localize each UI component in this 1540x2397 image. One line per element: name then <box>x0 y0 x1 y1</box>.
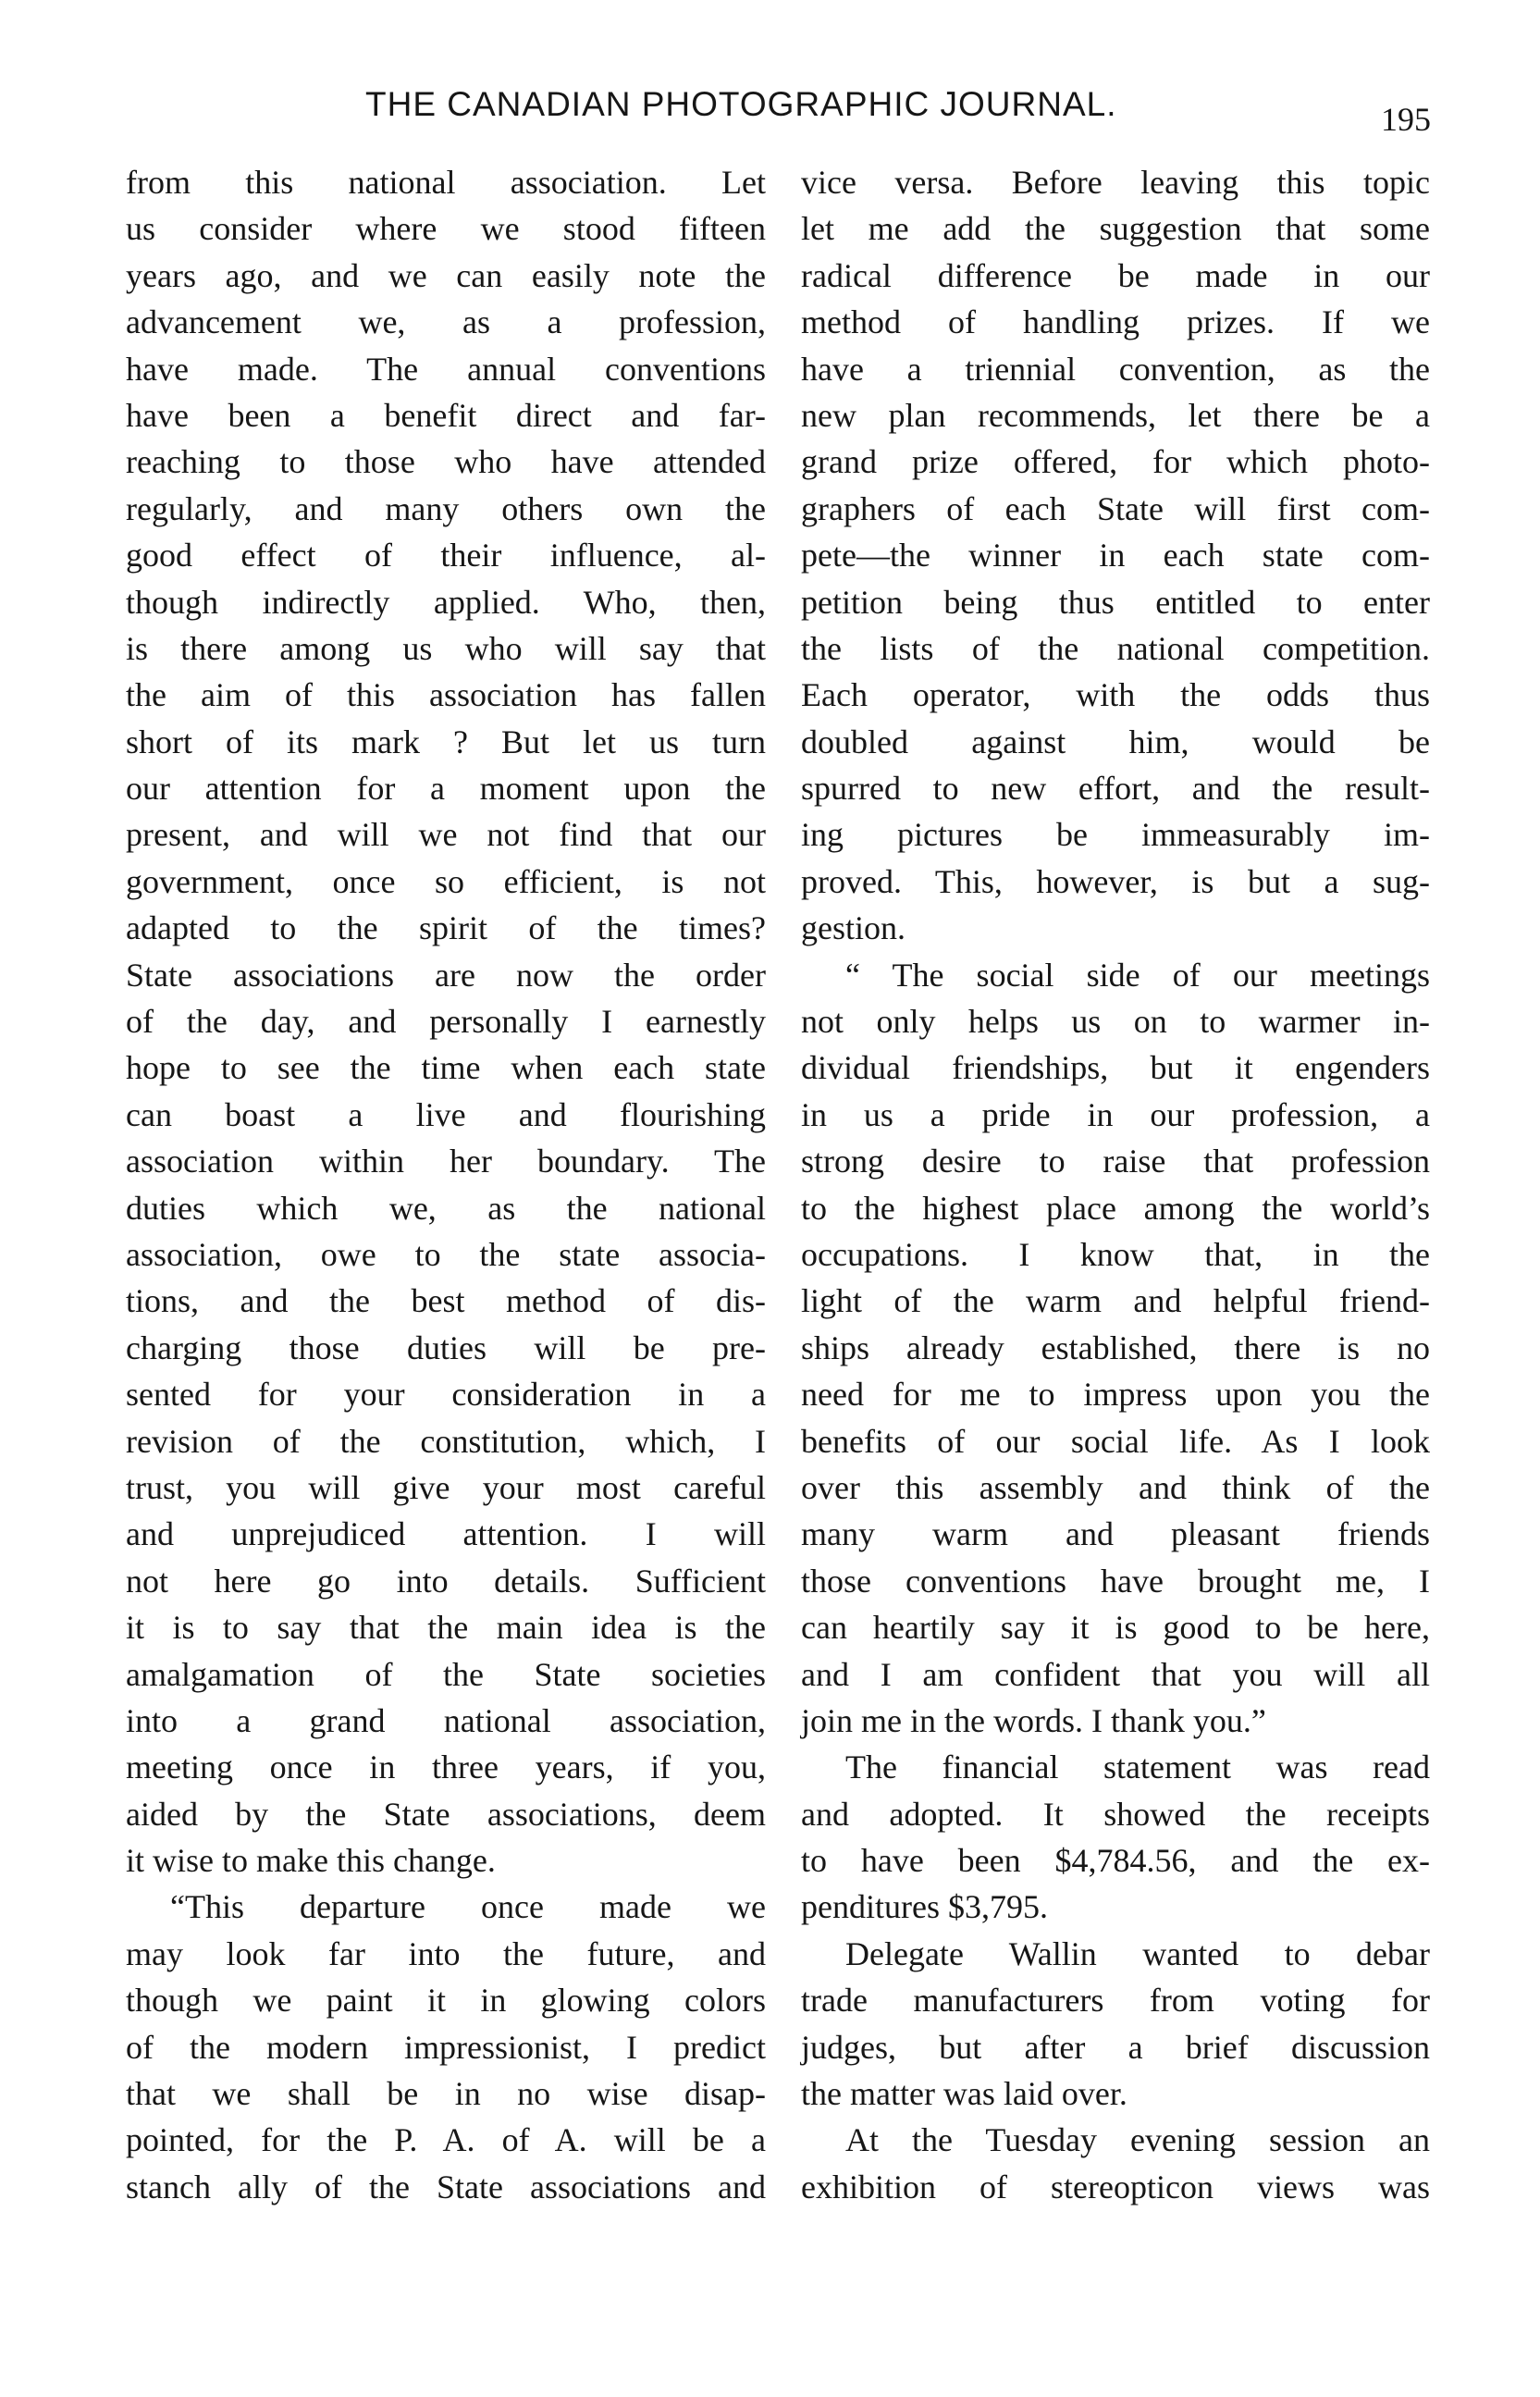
text-line: and I am confident that you will all <box>801 1655 1430 1693</box>
text-line: us consider where we stood fifteen <box>126 210 766 248</box>
text-line: penditures $3,795. <box>801 1888 1048 1926</box>
text-line: petition being thus entitled to enter <box>801 583 1430 621</box>
text-line: the lists of the national competition. <box>801 629 1430 667</box>
text-line: aided by the State associations, deem <box>126 1795 766 1833</box>
text-line: method of handling prizes. If we <box>801 303 1430 341</box>
text-line: ships already established, there is no <box>801 1328 1430 1366</box>
text-line: need for me to impress upon you the <box>801 1376 1430 1414</box>
text-line: exhibition of stereopticon views was <box>801 2168 1430 2205</box>
text-line: Delegate Wallin wanted to debar <box>845 1934 1430 1972</box>
text-line: sented for your consideration in a <box>126 1376 766 1414</box>
text-line: association within her boundary. The <box>126 1143 766 1180</box>
text-line: graphers of each State will first com- <box>801 489 1430 527</box>
text-line: those conventions have brought me, I <box>801 1562 1430 1600</box>
text-line: vice versa. Before leaving this topic <box>801 164 1430 201</box>
text-line: over this assembly and think of the <box>801 1468 1430 1506</box>
text-line: have a triennial convention, as the <box>801 350 1430 388</box>
text-line: pointed, for the P. A. of A. will be a <box>126 2121 766 2159</box>
text-line: benefits of our social life. As I look <box>801 1422 1430 1460</box>
text-line: tions, and the best method of dis- <box>126 1282 766 1320</box>
text-line: advancement we, as a profession, <box>126 303 766 341</box>
text-line: it wise to make this change. <box>126 1842 496 1880</box>
text-line: and adopted. It showed the receipts <box>801 1795 1430 1833</box>
text-line: State associations are now the order <box>126 956 766 994</box>
text-line: amalgamation of the State societies <box>126 1655 766 1693</box>
text-line: spurred to new effort, and the result- <box>801 770 1430 808</box>
text-line: can heartily say it is good to be here, <box>801 1609 1430 1647</box>
right-column <box>801 159 1430 2210</box>
text-line: trade manufacturers from voting for <box>801 1982 1430 2020</box>
text-line: from this national association. Let <box>126 164 766 201</box>
text-line: charging those duties will be pre- <box>126 1328 766 1366</box>
text-line: present, and will we not find that our <box>126 816 766 854</box>
text-line: stanch ally of the State associations and <box>126 2168 766 2205</box>
text-line: the aim of this association has fallen <box>126 676 766 714</box>
text-line: proved. This, however, is but a sug- <box>801 862 1430 900</box>
text-line: in us a pride in our profession, a <box>801 1095 1430 1133</box>
text-line: association, owe to the state associa- <box>126 1235 766 1273</box>
text-line: doubled against him, would be <box>801 723 1430 760</box>
text-line: to the highest place among the world’s <box>801 1189 1430 1227</box>
text-line: our attention for a moment upon the <box>126 770 766 808</box>
text-line: dividual friendships, but it engenders <box>801 1049 1430 1087</box>
text-line: not here go into details. Sufficient <box>126 1562 766 1600</box>
text-line: hope to see the time when each state <box>126 1049 766 1087</box>
text-line: “ The social side of our meetings <box>845 956 1430 994</box>
text-line: The financial statement was read <box>845 1748 1430 1786</box>
text-line: years ago, and we can easily note the <box>126 256 766 294</box>
text-line: At the Tuesday evening session an <box>845 2121 1430 2159</box>
text-line: though indirectly applied. Who, then, <box>126 583 766 621</box>
text-line: many warm and pleasant friends <box>801 1515 1430 1553</box>
text-line: the matter was laid over. <box>801 2075 1127 2113</box>
text-line: have been a benefit direct and far- <box>126 396 766 434</box>
text-line: Each operator, with the odds thus <box>801 676 1430 714</box>
text-line: short of its mark ? But let us turn <box>126 723 766 760</box>
text-line: let me add the suggestion that some <box>801 210 1430 248</box>
text-line: not only helps us on to warmer in- <box>801 1003 1430 1041</box>
text-line: strong desire to raise that profession <box>801 1143 1430 1180</box>
page-number: 195 <box>1381 101 1431 138</box>
text-line: light of the warm and helpful friend- <box>801 1282 1430 1320</box>
text-line: occupations. I know that, in the <box>801 1235 1430 1273</box>
text-line: of the modern impressionist, I predict <box>126 2028 766 2066</box>
text-line: reaching to those who have attended <box>126 443 766 481</box>
text-line: regularly, and many others own the <box>126 489 766 527</box>
text-line: “This departure once made we <box>170 1888 766 1926</box>
text-line: though we paint it in glowing colors <box>126 1982 766 2020</box>
text-line: good effect of their influence, al- <box>126 537 766 575</box>
text-line: radical difference be made in our <box>801 256 1430 294</box>
text-line: is there among us who will say that <box>126 629 766 667</box>
text-line: of the day, and personally I earnestly <box>126 1003 766 1041</box>
text-line: to have been $4,784.56, and the ex- <box>801 1842 1430 1880</box>
text-line: revision of the constitution, which, I <box>126 1422 766 1460</box>
text-line: trust, you will give your most careful <box>126 1468 766 1506</box>
text-line: meeting once in three years, if you, <box>126 1748 766 1786</box>
text-line: new plan recommends, let there be a <box>801 396 1430 434</box>
text-line: grand prize offered, for which photo- <box>801 443 1430 481</box>
text-line: adapted to the spirit of the times? <box>126 909 766 947</box>
text-line: into a grand national association, <box>126 1701 766 1739</box>
text-line: have made. The annual conventions <box>126 350 766 388</box>
text-line: that we shall be in no wise disap- <box>126 2075 766 2113</box>
left-column <box>126 159 766 2210</box>
text-line: and unprejudiced attention. I will <box>126 1515 766 1553</box>
text-line: may look far into the future, and <box>126 1934 766 1972</box>
text-line: government, once so efficient, is not <box>126 862 766 900</box>
text-line: it is to say that the main idea is the <box>126 1609 766 1647</box>
text-line: judges, but after a brief discussion <box>801 2028 1430 2066</box>
text-line: can boast a live and flourishing <box>126 1095 766 1133</box>
text-line: join me in the words. I thank you.” <box>801 1701 1266 1739</box>
running-head: THE CANADIAN PHOTOGRAPHIC JOURNAL. <box>365 85 1117 123</box>
text-line: gestion. <box>801 909 906 947</box>
text-line: pete—the winner in each state com- <box>801 537 1430 575</box>
text-line: duties which we, as the national <box>126 1189 766 1227</box>
text-line: ing pictures be immeasurably im- <box>801 816 1430 854</box>
